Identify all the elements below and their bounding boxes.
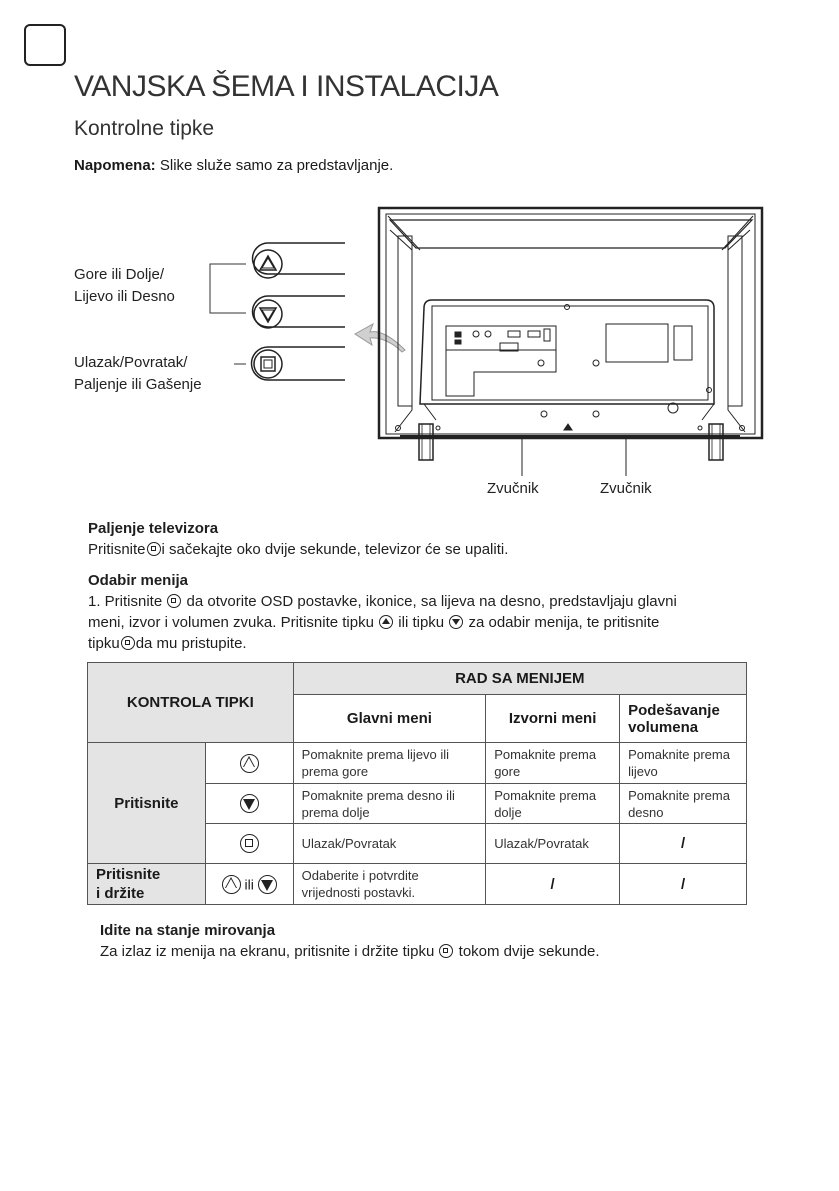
header-source-menu: Izvorni meni xyxy=(486,695,620,743)
speaker-right-label: Zvučnik xyxy=(600,480,652,497)
menu-select-line3-a: tipku xyxy=(88,635,120,652)
header-operation: RAD SA MENIJEM xyxy=(293,663,746,695)
enter-button-icon xyxy=(147,542,161,556)
row2-main: Pomaknite prema desno ili prema dolje xyxy=(293,784,486,824)
table-row xyxy=(88,743,747,784)
note-label: Napomena: xyxy=(74,157,156,174)
row4-volume: / xyxy=(620,864,747,905)
up-key-cell xyxy=(205,743,293,784)
page-title: VANJSKA ŠEMA I INSTALACIJA xyxy=(74,70,499,103)
row1-volume: Pomaknite prema lijevo xyxy=(620,743,747,784)
down-key-cell xyxy=(205,784,293,824)
menu-select-section xyxy=(88,570,677,654)
row2-source: Pomaknite prema dolje xyxy=(486,784,620,824)
row3-source: Ulazak/Povratak xyxy=(486,824,620,864)
enter-button-icon xyxy=(240,834,259,853)
power-on-text xyxy=(88,539,508,560)
enter-button-icon xyxy=(121,636,135,650)
note-text: Slike služe samo za predstavljanje. xyxy=(155,157,394,174)
row4-main: Odaberite i potvrdite vrijednosti postavki. xyxy=(293,864,486,905)
down-button-icon xyxy=(240,794,259,813)
label-enter xyxy=(74,352,202,396)
tv-back xyxy=(379,208,762,476)
enter-button-icon xyxy=(254,350,282,378)
up-or-down-key-cell xyxy=(205,864,293,905)
menu-select-line3-b: da mu pristupite. xyxy=(135,635,247,652)
up-button-icon xyxy=(222,875,241,894)
power-on-section xyxy=(88,518,508,560)
menu-select-line1 xyxy=(88,591,677,612)
press-hold-line2: i držite xyxy=(96,885,145,902)
menu-select-line3 xyxy=(88,633,677,654)
note xyxy=(74,157,393,174)
press-label: Pritisnite xyxy=(88,743,206,864)
speaker-left-label: Zvučnik xyxy=(487,480,539,497)
press-hold-label xyxy=(88,864,206,905)
table-row xyxy=(88,864,747,905)
power-on-title: Paljenje televizora xyxy=(88,520,219,537)
tv-back-diagram xyxy=(0,195,839,505)
menu-select-line2-c: za odabir menija, te pritisnite xyxy=(464,614,660,631)
enter-key-cell xyxy=(205,824,293,864)
header-volume: Podešavanje volumena xyxy=(620,695,747,743)
power-on-text-b: i sačekajte oko dvije sekunde, televizor će se upaliti. xyxy=(161,541,509,558)
standby-title: Idite na stanje mirovanja xyxy=(100,922,276,939)
menu-select-line2-b: ili tipku xyxy=(394,614,449,631)
power-on-text-a: Pritisnite xyxy=(88,541,146,558)
row3-main: Ulazak/Povratak xyxy=(293,824,486,864)
row4-source: / xyxy=(486,864,620,905)
button-panel xyxy=(250,243,345,380)
enter-button-icon xyxy=(439,944,453,958)
press-hold-line1: Pritisnite xyxy=(96,866,161,883)
standby-text xyxy=(100,941,600,962)
section-subtitle: Kontrolne tipke xyxy=(74,117,215,140)
label-enter-line2: Paljenje ili Gašenje xyxy=(74,376,202,393)
label-updown-line2: Lijevo ili Desno xyxy=(74,288,175,305)
page-number-box xyxy=(24,24,66,66)
menu-select-line1-b: da otvorite OSD postavke, ikonice, sa lijeva na desno, predstavljaju glavni xyxy=(182,593,677,610)
row1-source: Pomaknite prema gore xyxy=(486,743,620,784)
down-button-icon xyxy=(449,615,463,629)
standby-section xyxy=(100,920,600,962)
or-text: ili xyxy=(244,876,254,892)
row1-main: Pomaknite prema lijevo ili prema gore xyxy=(293,743,486,784)
standby-text-b: tokom dvije sekunde. xyxy=(454,943,600,960)
label-enter-line1: Ulazak/Povratak/ xyxy=(74,354,188,371)
label-updown xyxy=(74,264,175,308)
menu-select-line1-a: 1. Pritisnite xyxy=(88,593,167,610)
down-button-icon xyxy=(254,300,282,328)
menu-select-title: Odabir menija xyxy=(88,572,189,589)
menu-select-line2-a: meni, izvor i volumen zvuka. Pritisnite tipku xyxy=(88,614,379,631)
down-button-icon xyxy=(258,875,277,894)
menu-select-line2 xyxy=(88,612,677,633)
up-button-icon xyxy=(379,615,393,629)
enter-button-icon xyxy=(167,594,181,608)
row2-volume: Pomaknite prema desno xyxy=(620,784,747,824)
row3-volume: / xyxy=(620,824,747,864)
header-main-menu: Glavni meni xyxy=(293,695,486,743)
up-button-icon xyxy=(240,754,259,773)
header-control: KONTROLA TIPKI xyxy=(88,663,294,743)
standby-text-a: Za izlaz iz menija na ekranu, pritisnite i držite tipku xyxy=(100,943,439,960)
control-table xyxy=(87,662,747,905)
label-updown-line1: Gore ili Dolje/ xyxy=(74,266,165,283)
